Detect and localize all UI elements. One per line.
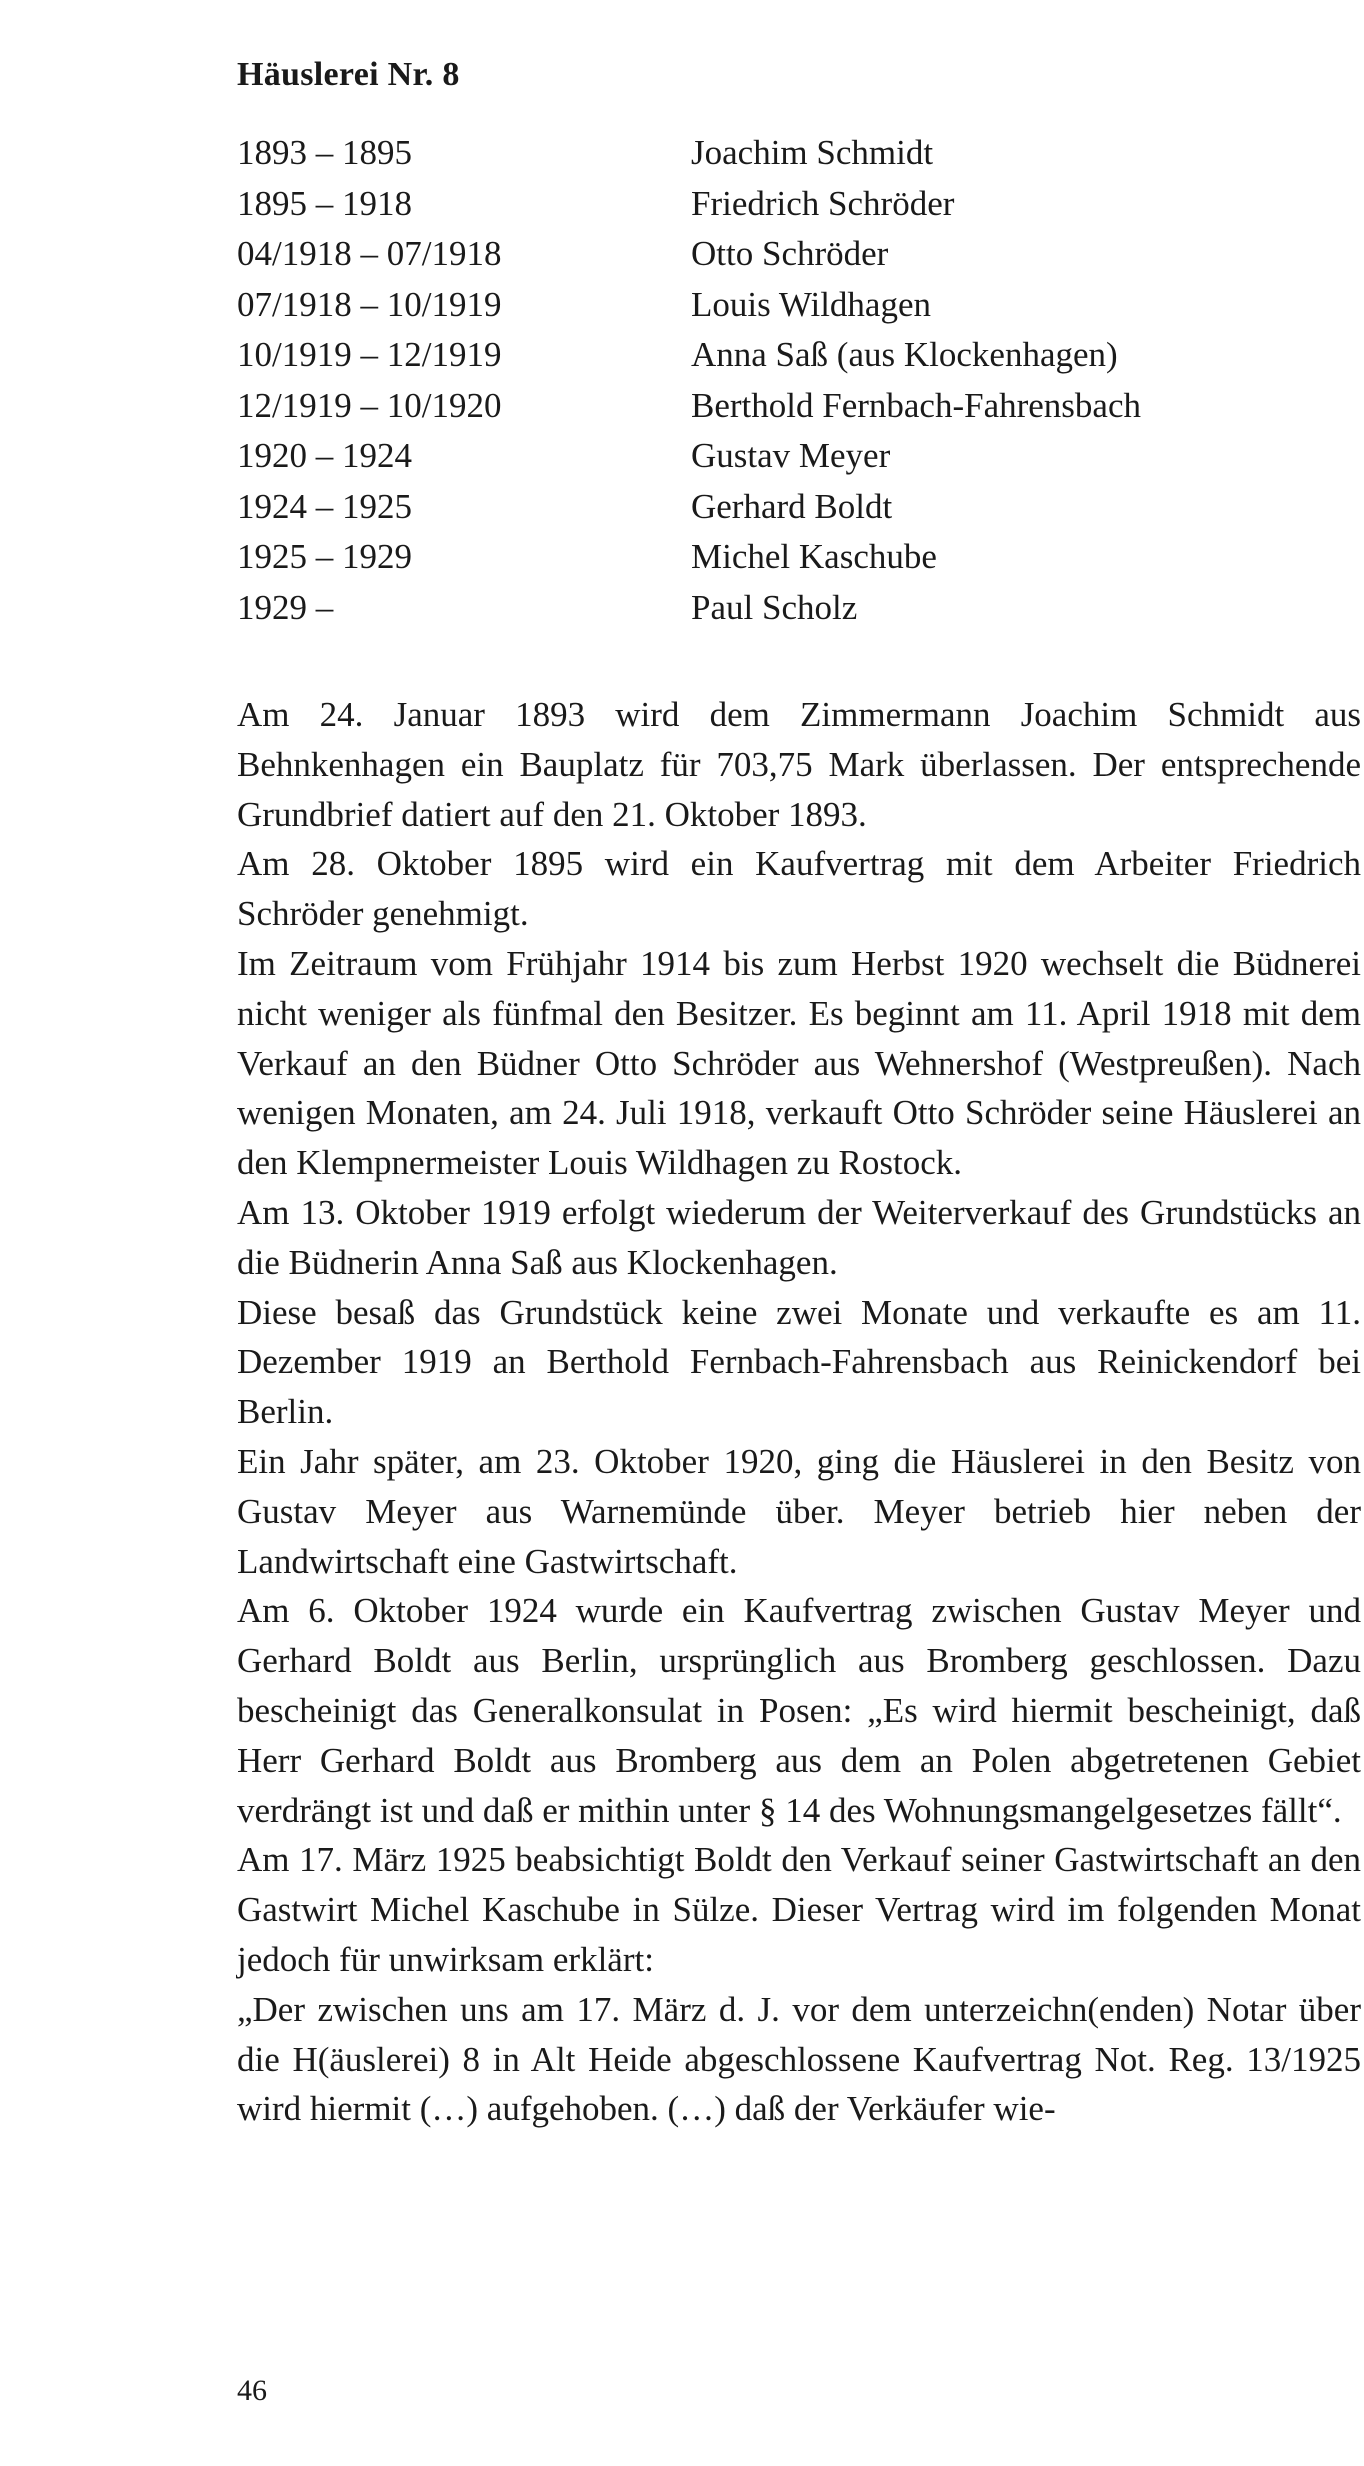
owner-name: Michel Kaschube bbox=[691, 537, 937, 576]
table-row bbox=[237, 532, 1347, 583]
table-row bbox=[237, 330, 1347, 381]
paragraph: Am 28. Oktober 1895 wird ein Kaufvertrag mit dem Arbeiter Friedrich Schröder genehmigt. bbox=[237, 844, 1361, 934]
owner-name: Gustav Meyer bbox=[691, 436, 891, 475]
body-text bbox=[237, 690, 1361, 2134]
table-row bbox=[237, 128, 1347, 179]
owner-period: 07/1918 – 10/1919 bbox=[237, 284, 502, 324]
owner-name: Anna Saß (aus Klockenhagen) bbox=[691, 335, 1118, 374]
table-row bbox=[237, 431, 1347, 482]
paragraph: „Der zwischen uns am 17. März d. J. vor dem unterzeichn(enden) Notar über die H(äuslerei) 8 in Alt Heide abgeschlossene Kaufvertrag Not. Reg. 13/1925 wird hiermit (…) aufgehoben. (…) daß der Verkäufer wie- bbox=[237, 1989, 1361, 2129]
owner-period: 1924 – 1925 bbox=[237, 486, 412, 526]
paragraph: Am 24. Januar 1893 wird dem Zimmermann Joachim Schmidt aus Behnkenhagen ein Bauplatz für 703,75 Mark überlassen. Der entsprechende Grundbrief datiert auf den 21. Oktober 1893. bbox=[237, 695, 1361, 834]
table-row bbox=[237, 482, 1347, 533]
paragraph: Diese besaß das Grundstück keine zwei Monate und verkaufte es am 11. Dezember 1919 an Berthold Fernbach-Fahrensbach aus Reinickendorf bei Berlin. bbox=[237, 1292, 1361, 1432]
owner-period: 04/1918 – 07/1918 bbox=[237, 234, 502, 273]
paragraph: Am 13. Oktober 1919 erfolgt wiederum der Weiterverkauf des Grundstücks an die Büdnerin Anna Saß aus Klockenhagen. bbox=[237, 1192, 1361, 1282]
owner-name: Gerhard Boldt bbox=[691, 486, 893, 526]
owner-period: 1895 – 1918 bbox=[237, 183, 412, 223]
table-row bbox=[237, 229, 1347, 280]
owner-period: 1925 – 1929 bbox=[237, 537, 412, 576]
owner-period: 1920 – 1924 bbox=[237, 436, 412, 475]
page-number: 46 bbox=[237, 2374, 267, 2407]
owner-period: 1929 – bbox=[237, 587, 334, 627]
owner-name: Louis Wildhagen bbox=[691, 284, 931, 324]
paragraph: Am 6. Oktober 1924 wurde ein Kaufvertrag zwischen Gustav Meyer und Gerhard Boldt aus Berlin, ursprünglich aus Bromberg geschlossen. Dazu bescheinigt das Generalkonsulat in Posen: „Es wird hiermit bescheinigt, daß Herr Gerhard Boldt aus Bromberg aus dem an Polen abgetretenen Gebiet verdrängt ist und daß er mithin unter § 14 des Wohnungsmangelgesetzes fällt“. bbox=[237, 1591, 1361, 1830]
owner-period: 10/1919 – 12/1919 bbox=[237, 335, 502, 374]
owner-period: 12/1919 – 10/1920 bbox=[237, 385, 502, 425]
owner-name: Paul Scholz bbox=[691, 587, 858, 627]
table-row bbox=[237, 583, 1347, 634]
paragraph: Im Zeitraum vom Frühjahr 1914 bis zum Herbst 1920 wechselt die Büdnerei nicht weniger als fünfmal den Besitzer. Es beginnt am 11. April 1918 mit dem Verkauf an den Büdner Otto Schröder aus Wehnershof (Westpreußen). Nach wenigen Monaten, am 24. Juli 1918, verkauft Otto Schröder seine Häuslerei an den Klempnermeister Louis Wildhagen zu Rostock. bbox=[237, 943, 1361, 1183]
owner-name: Otto Schröder bbox=[691, 234, 889, 273]
paragraph: Am 17. März 1925 beabsichtigt Boldt den Verkauf seiner Gastwirtschaft an den Gastwirt Michel Kaschube in Sülze. Dieser Vertrag wird im folgenden Monat jedoch für unwirksam erklärt: bbox=[237, 1840, 1361, 1979]
owner-period: 1893 – 1895 bbox=[237, 133, 412, 172]
owner-name: Friedrich Schröder bbox=[691, 183, 955, 223]
page-title: Häuslerei Nr. 8 bbox=[237, 56, 460, 93]
owners-table bbox=[237, 128, 1347, 633]
paragraph: Ein Jahr später, am 23. Oktober 1920, ging die Häuslerei in den Besitz von Gustav Meyer aus Warnemünde über. Meyer betrieb hier neben der Landwirtschaft eine Gastwirtschaft. bbox=[237, 1441, 1361, 1581]
owner-name: Berthold Fernbach-Fahrensbach bbox=[691, 385, 1141, 425]
table-row bbox=[237, 280, 1347, 331]
owner-name: Joachim Schmidt bbox=[691, 133, 934, 172]
table-row bbox=[237, 179, 1347, 230]
table-row bbox=[237, 381, 1347, 432]
